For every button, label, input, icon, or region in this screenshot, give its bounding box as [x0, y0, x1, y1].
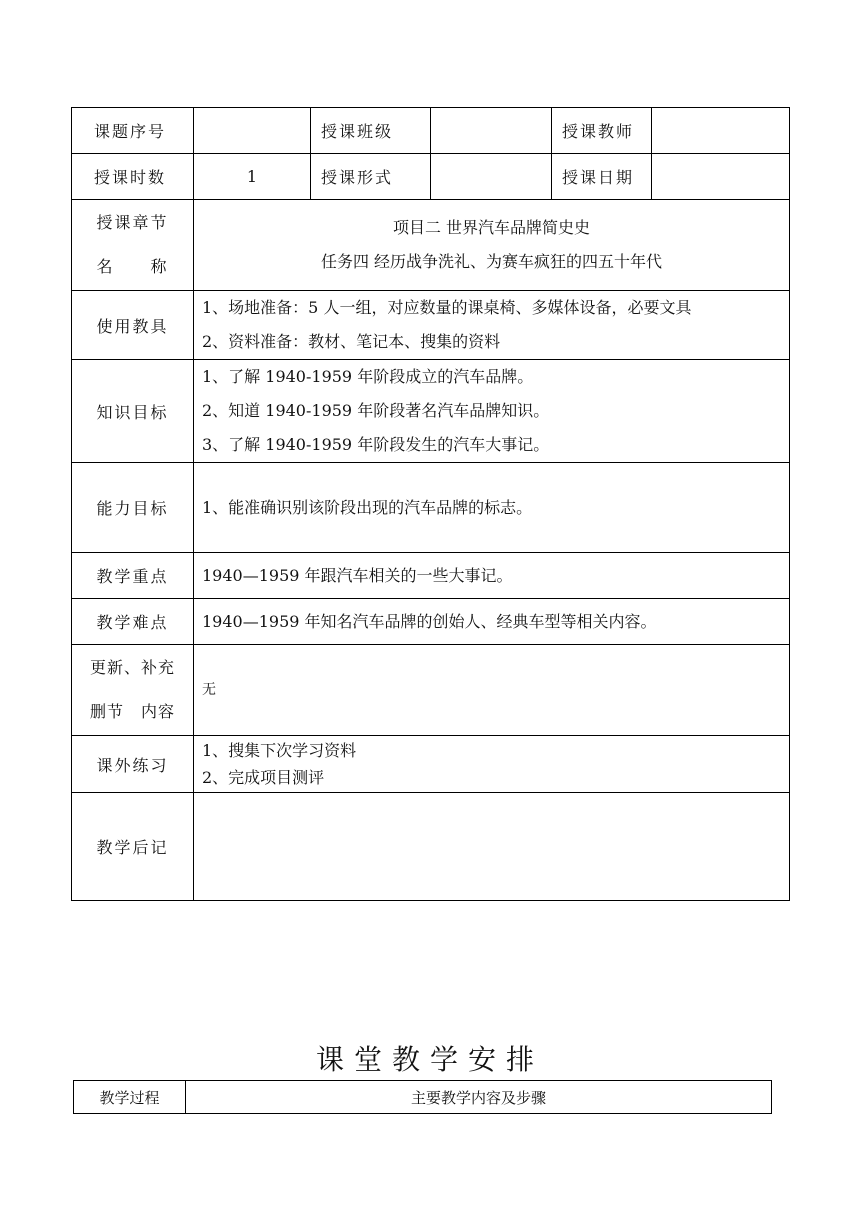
lesson-plan-table: [71, 107, 790, 901]
form-label: 授课形式: [311, 154, 431, 200]
knowledge-item: 3、了解 1940-1959 年阶段发生的汽车大事记。: [202, 435, 550, 454]
chapter-title-line1: 项目二 世界汽车品牌简史史: [392, 218, 591, 237]
update-content: 无: [194, 645, 790, 736]
tools-item: 1、场地准备：5 人一组，对应数量的课桌椅、多媒体设备，必要文具: [202, 298, 692, 317]
form-value[interactable]: [431, 154, 552, 200]
chapter-title-line2: 任务四 经历战争洗礼、为赛车疯狂的四五十年代: [320, 252, 663, 271]
date-label: 授课日期: [552, 154, 652, 200]
difficulty-content: 1940—1959 年知名汽车品牌的创始人、经典车型等相关内容。: [194, 599, 790, 645]
chapter-title: [194, 200, 790, 291]
exercise-item: 1、搜集下次学习资料: [202, 741, 357, 760]
schedule-table: [73, 1080, 772, 1114]
knowledge-label: 知识目标: [72, 360, 194, 463]
tools-content: [194, 291, 790, 360]
schedule-col-process: 教学过程: [74, 1081, 186, 1114]
row-basic-info-1: [72, 108, 790, 154]
row-basic-info-2: [72, 154, 790, 200]
chapter-label-line2: 名 称: [96, 257, 169, 276]
hours-value[interactable]: 1: [194, 154, 311, 200]
row-chapter: [72, 200, 790, 291]
ability-content: 1、能准确识别该阶段出现的汽车品牌的标志。: [194, 463, 790, 553]
lesson-no-value[interactable]: [194, 108, 311, 154]
class-label: 授课班级: [311, 108, 431, 154]
lesson-no-label: 课题序号: [72, 108, 194, 154]
knowledge-content: [194, 360, 790, 463]
teacher-label: 授课教师: [552, 108, 652, 154]
chapter-label-line1: 授课章节: [96, 213, 169, 232]
update-label: [72, 645, 194, 736]
chapter-label: [72, 200, 194, 291]
tools-label: 使用教具: [72, 291, 194, 360]
teacher-value[interactable]: [652, 108, 790, 154]
difficulty-label: 教学难点: [72, 599, 194, 645]
tools-item: 2、资料准备：教材、笔记本、搜集的资料: [202, 332, 501, 351]
row-ability: [72, 463, 790, 553]
row-postscript: [72, 793, 790, 901]
row-knowledge: [72, 360, 790, 463]
row-exercise: [72, 736, 790, 793]
date-value[interactable]: [652, 154, 790, 200]
exercise-item: 2、完成项目测评: [202, 768, 325, 787]
postscript-content[interactable]: [194, 793, 790, 901]
row-difficulty: [72, 599, 790, 645]
update-label-line2: 删节 内容: [89, 702, 175, 721]
schedule-header-row: [74, 1081, 772, 1114]
exercise-content: [194, 736, 790, 793]
row-key-point: [72, 553, 790, 599]
knowledge-item: 1、了解 1940-1959 年阶段成立的汽车品牌。: [202, 367, 534, 386]
class-value[interactable]: [431, 108, 552, 154]
schedule-title: 课堂教学安排: [315, 1043, 544, 1076]
knowledge-item: 2、知道 1940-1959 年阶段著名汽车品牌知识。: [202, 401, 550, 420]
postscript-label: 教学后记: [72, 793, 194, 901]
row-update: [72, 645, 790, 736]
key-point-content: 1940—1959 年跟汽车相关的一些大事记。: [194, 553, 790, 599]
key-point-label: 教学重点: [72, 553, 194, 599]
update-label-line1: 更新、补充: [89, 658, 175, 677]
row-tools: [72, 291, 790, 360]
ability-label: 能力目标: [72, 463, 194, 553]
schedule-col-content: 主要教学内容及步骤: [186, 1081, 772, 1114]
exercise-label: 课外练习: [72, 736, 194, 793]
hours-label: 授课时数: [72, 154, 194, 200]
